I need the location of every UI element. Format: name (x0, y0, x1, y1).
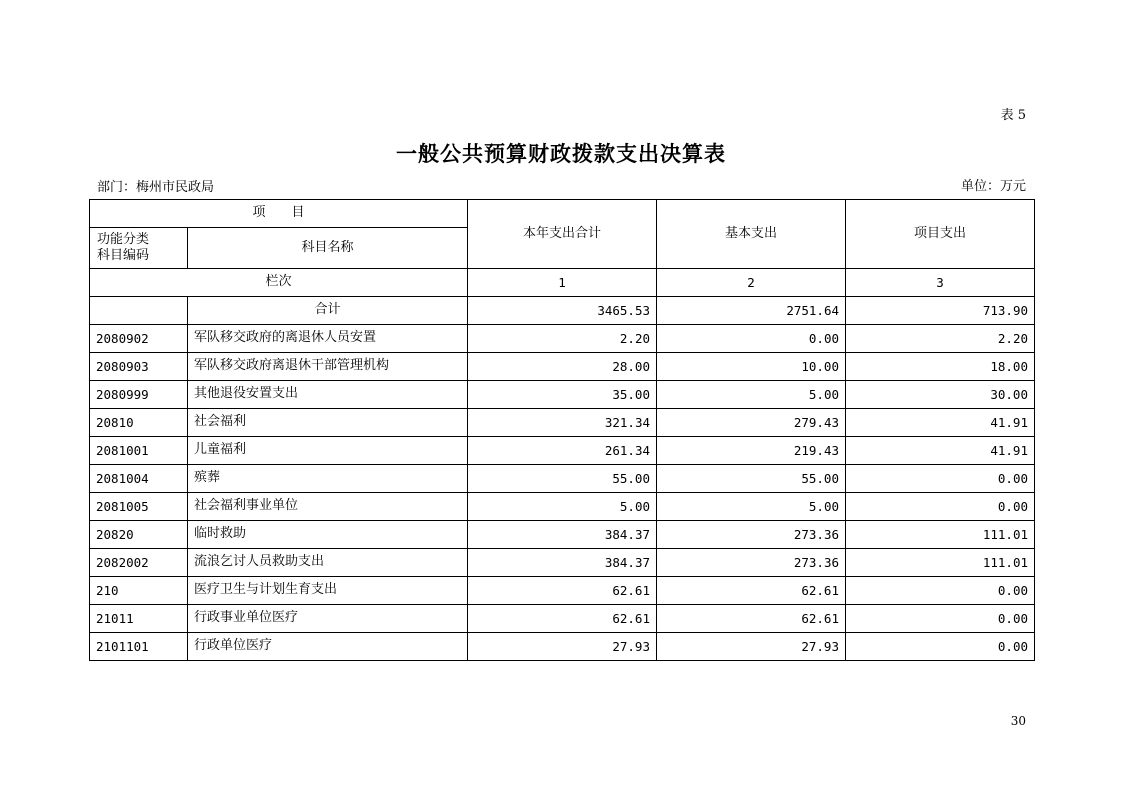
col-no-1: 1 (468, 269, 657, 297)
row-code: 21011 (90, 605, 188, 633)
table-row (90, 493, 1035, 521)
table-row (90, 633, 1035, 661)
row-project: 0.00 (846, 465, 1035, 493)
table-row (90, 577, 1035, 605)
table-row (90, 381, 1035, 409)
row-project: 0.00 (846, 605, 1035, 633)
page-title: 一般公共预算财政拨款支出决算表 (396, 141, 726, 166)
total-code-cell (90, 297, 188, 325)
row-total: 35.00 (468, 381, 657, 409)
table-row (90, 409, 1035, 437)
row-basic: 273.36 (657, 521, 846, 549)
expenditure-table (89, 199, 1035, 661)
row-project: 0.00 (846, 577, 1035, 605)
total-project: 713.90 (846, 297, 1035, 325)
row-code: 2082002 (90, 549, 188, 577)
row-basic: 27.93 (657, 633, 846, 661)
row-code: 2080903 (90, 353, 188, 381)
header-row-1 (90, 200, 1035, 228)
table-row (90, 521, 1035, 549)
row-total: 384.37 (468, 549, 657, 577)
page-number: 30 (1010, 714, 1026, 728)
row-code: 20820 (90, 521, 188, 549)
unit-label: 单位：万元 (960, 179, 1026, 194)
row-total: 55.00 (468, 465, 657, 493)
row-project: 111.01 (846, 549, 1035, 577)
col-no-2: 2 (657, 269, 846, 297)
row-total: 28.00 (468, 353, 657, 381)
row-name: 医疗卫生与计划生育支出 (188, 577, 468, 605)
table-number: 表 5 (1000, 108, 1026, 123)
row-project: 111.01 (846, 521, 1035, 549)
row-project: 18.00 (846, 353, 1035, 381)
row-name: 儿童福利 (188, 437, 468, 465)
department-label: 部门：梅州市民政局 (97, 180, 215, 195)
row-total: 2.20 (468, 325, 657, 353)
row-name: 社会福利 (188, 409, 468, 437)
row-basic: 62.61 (657, 605, 846, 633)
table-row (90, 605, 1035, 633)
row-basic: 273.36 (657, 549, 846, 577)
row-project: 0.00 (846, 633, 1035, 661)
func-code-header (90, 228, 188, 269)
row-name: 行政事业单位医疗 (188, 605, 468, 633)
col-no-3: 3 (846, 269, 1035, 297)
table-row (90, 465, 1035, 493)
total-label: 合计 (188, 297, 468, 325)
row-code: 2081001 (90, 437, 188, 465)
row-total: 27.93 (468, 633, 657, 661)
total-total: 3465.53 (468, 297, 657, 325)
row-name: 社会福利事业单位 (188, 493, 468, 521)
subject-name-header: 科目名称 (188, 228, 468, 269)
row-project: 41.91 (846, 437, 1035, 465)
row-name: 流浪乞讨人员救助支出 (188, 549, 468, 577)
func-code-line1: 功能分类 (97, 231, 150, 247)
row-basic: 5.00 (657, 381, 846, 409)
table-row (90, 325, 1035, 353)
row-code: 2081004 (90, 465, 188, 493)
total-col-header: 本年支出合计 (468, 200, 657, 269)
row-total: 5.00 (468, 493, 657, 521)
row-name: 临时救助 (188, 521, 468, 549)
row-label: 栏次 (90, 269, 468, 297)
table-row (90, 437, 1035, 465)
row-name: 行政单位医疗 (188, 633, 468, 661)
basic-col-header: 基本支出 (657, 200, 846, 269)
row-code: 210 (90, 577, 188, 605)
row-project: 41.91 (846, 409, 1035, 437)
row-project: 0.00 (846, 493, 1035, 521)
project-header: 项 目 (90, 200, 468, 228)
row-name: 殡葬 (188, 465, 468, 493)
func-code-line2: 科目编码 (97, 248, 150, 263)
row-name: 军队移交政府离退休干部管理机构 (188, 353, 468, 381)
row-code: 2080999 (90, 381, 188, 409)
row-code: 2101101 (90, 633, 188, 661)
row-basic: 5.00 (657, 493, 846, 521)
row-basic: 62.61 (657, 577, 846, 605)
row-name: 军队移交政府的离退休人员安置 (188, 325, 468, 353)
row-basic: 10.00 (657, 353, 846, 381)
row-code: 20810 (90, 409, 188, 437)
total-row (90, 297, 1035, 325)
table-row (90, 549, 1035, 577)
row-basic: 219.43 (657, 437, 846, 465)
row-basic: 55.00 (657, 465, 846, 493)
row-basic: 279.43 (657, 409, 846, 437)
row-project: 30.00 (846, 381, 1035, 409)
row-basic: 0.00 (657, 325, 846, 353)
row-total: 62.61 (468, 577, 657, 605)
row-name: 其他退役安置支出 (188, 381, 468, 409)
column-number-row (90, 269, 1035, 297)
row-total: 384.37 (468, 521, 657, 549)
row-total: 261.34 (468, 437, 657, 465)
project-col-header: 项目支出 (846, 200, 1035, 269)
row-total: 321.34 (468, 409, 657, 437)
row-code: 2080902 (90, 325, 188, 353)
table-row (90, 353, 1035, 381)
row-code: 2081005 (90, 493, 188, 521)
row-project: 2.20 (846, 325, 1035, 353)
total-basic: 2751.64 (657, 297, 846, 325)
row-total: 62.61 (468, 605, 657, 633)
